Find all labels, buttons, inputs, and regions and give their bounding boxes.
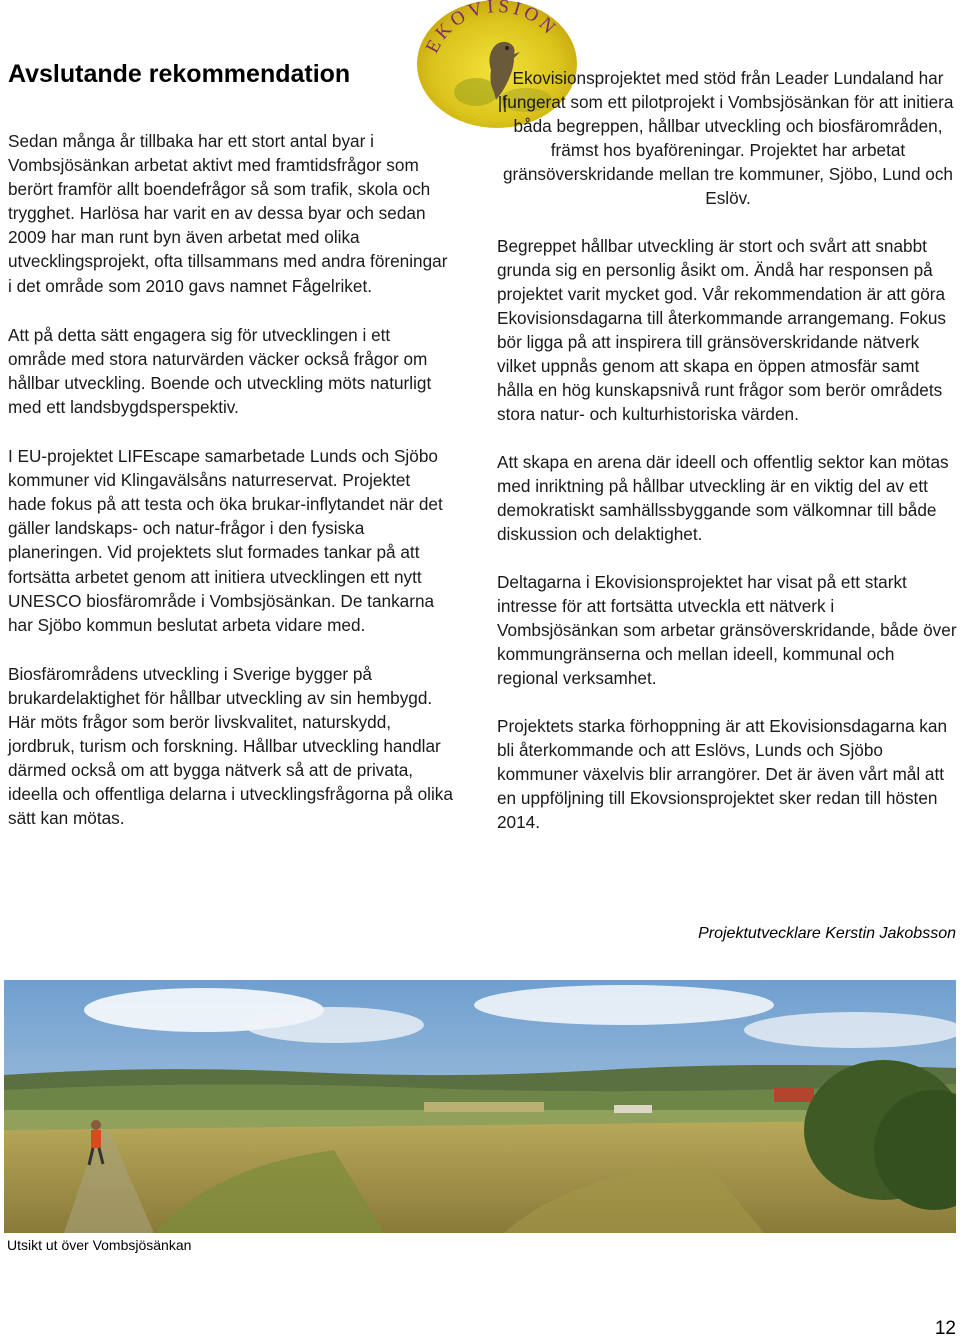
section-heading: Avslutande rekommendation	[8, 60, 351, 88]
left-paragraph-2: Att på detta sätt engagera sig för utvecklingen i ett område med stora naturvärden väcker också frågor om hållbar utveckling. Boende och utveckling möts naturligt med ett landsbygdsperspektiv.	[8, 324, 432, 417]
right-paragraph-2: Att skapa en arena där ideell och offentlig sektor kan mötas med inriktning på hållbar utveckling är en viktig del av ett demokratiskt samhällssbyggande som välkomnar till både diskussion och delaktighet.	[497, 452, 949, 544]
photo-caption: Utsikt ut över Vombsjösänkan	[7, 1237, 192, 1253]
author-signature: Projektutvecklare Kerstin Jakobsson	[698, 925, 956, 942]
right-lead-paragraph: Ekovisionsprojektet med stöd från Leader Lundaland har fungerat som ett pilotprojekt i Vombsjösänkan för att initiera båda begreppen, hållbar utveckling och biosfärområden, främst hos byaföreningar. Projektet har arbetat gränsöverskridande mellan tre kommuner, Sjöbo, Lund och Eslöv.	[502, 68, 954, 208]
page-number: 12	[934, 1318, 956, 1339]
left-column	[8, 60, 453, 855]
right-paragraph-1: Begreppet hållbar utveckling är stort och svårt att snabbt grunda sig en personlig åsikt om. Ändå har responsen på projektet varit mycket god. Vår rekommendation är att göra Ekovisionsdagarna till återkommande arrangemang. Fokus bör ligga på att inspirera till gränsöverskridande nätverk vilket uppnås genom att skapa en öppen atmosfär samt hålla en hög kunskapsnivå runt frågor som berör områdets stora natur- och kulturhistoriska värden.	[497, 236, 947, 424]
left-paragraph-3: I EU-projektet LIFEscape samarbetade Lunds och Sjöbo kommuner vid Klingavälsåns naturreservat. Projektet hade fokus på att testa och öka brukar-inflytandet när det gäller landskaps- och natur-frågor i den fysiska planeringen. Vid projektets slut formades tankar på att fortsätta arbetet genom att initiera utvecklingen ett nytt UNESCO biosfärområde i Vombsjösänkan. De tankarna har Sjöbo kommun beslutat arbeta vidare med.	[8, 446, 443, 635]
right-paragraph-4: Projektets starka förhoppning är att Ekovisionsdagarna kan bli återkommande och att Eslövs, Lunds och Sjöbo kommuner växelvis blir arrangörer. Det är även vårt mål att en uppföljning till Ekovsionsprojektet sker redan till hösten 2014.	[497, 716, 947, 832]
landscape-photo	[4, 980, 956, 1233]
left-paragraph-1: Sedan många år tillbaka har ett stort antal byar i Vombsjösänkan arbetat aktivt med framtidsfrågor som berört framför allt boendefrågor så som trafik, skola och trygghet. Harlösa har varit en av dessa byar och sedan 2009 har man runt byn även arbetat med olika utvecklingsprojekt, ofta tillsammans med andra föreningar i det område som 2010 gavs namnet Fågelriket.	[8, 131, 448, 296]
right-paragraph-3: Deltagarna i Ekovisionsprojektet har visat på ett starkt intresse för att fortsätta utveckla ett nätverk i Vombsjösänkan som arbetar gränsöverskridande, både över kommungränserna och mellan ideell, kommunal och regional verksamhet.	[497, 572, 957, 688]
logo-text: EKOVISION	[421, 0, 562, 57]
right-column	[497, 66, 959, 858]
left-paragraph-4: Biosfärområdens utveckling i Sverige bygger på brukardelaktighet för hållbar utveckling av sin hembygd. Här möts frågor som berör livskvalitet, naturskydd, jordbruk, turism och forskning. Hållbar utveckling handlar därmed också om att bygga nätverk så att de privata, ideella och offentliga delarna i utvecklingsfrågorna på olika sätt kan mötas.	[8, 663, 453, 829]
